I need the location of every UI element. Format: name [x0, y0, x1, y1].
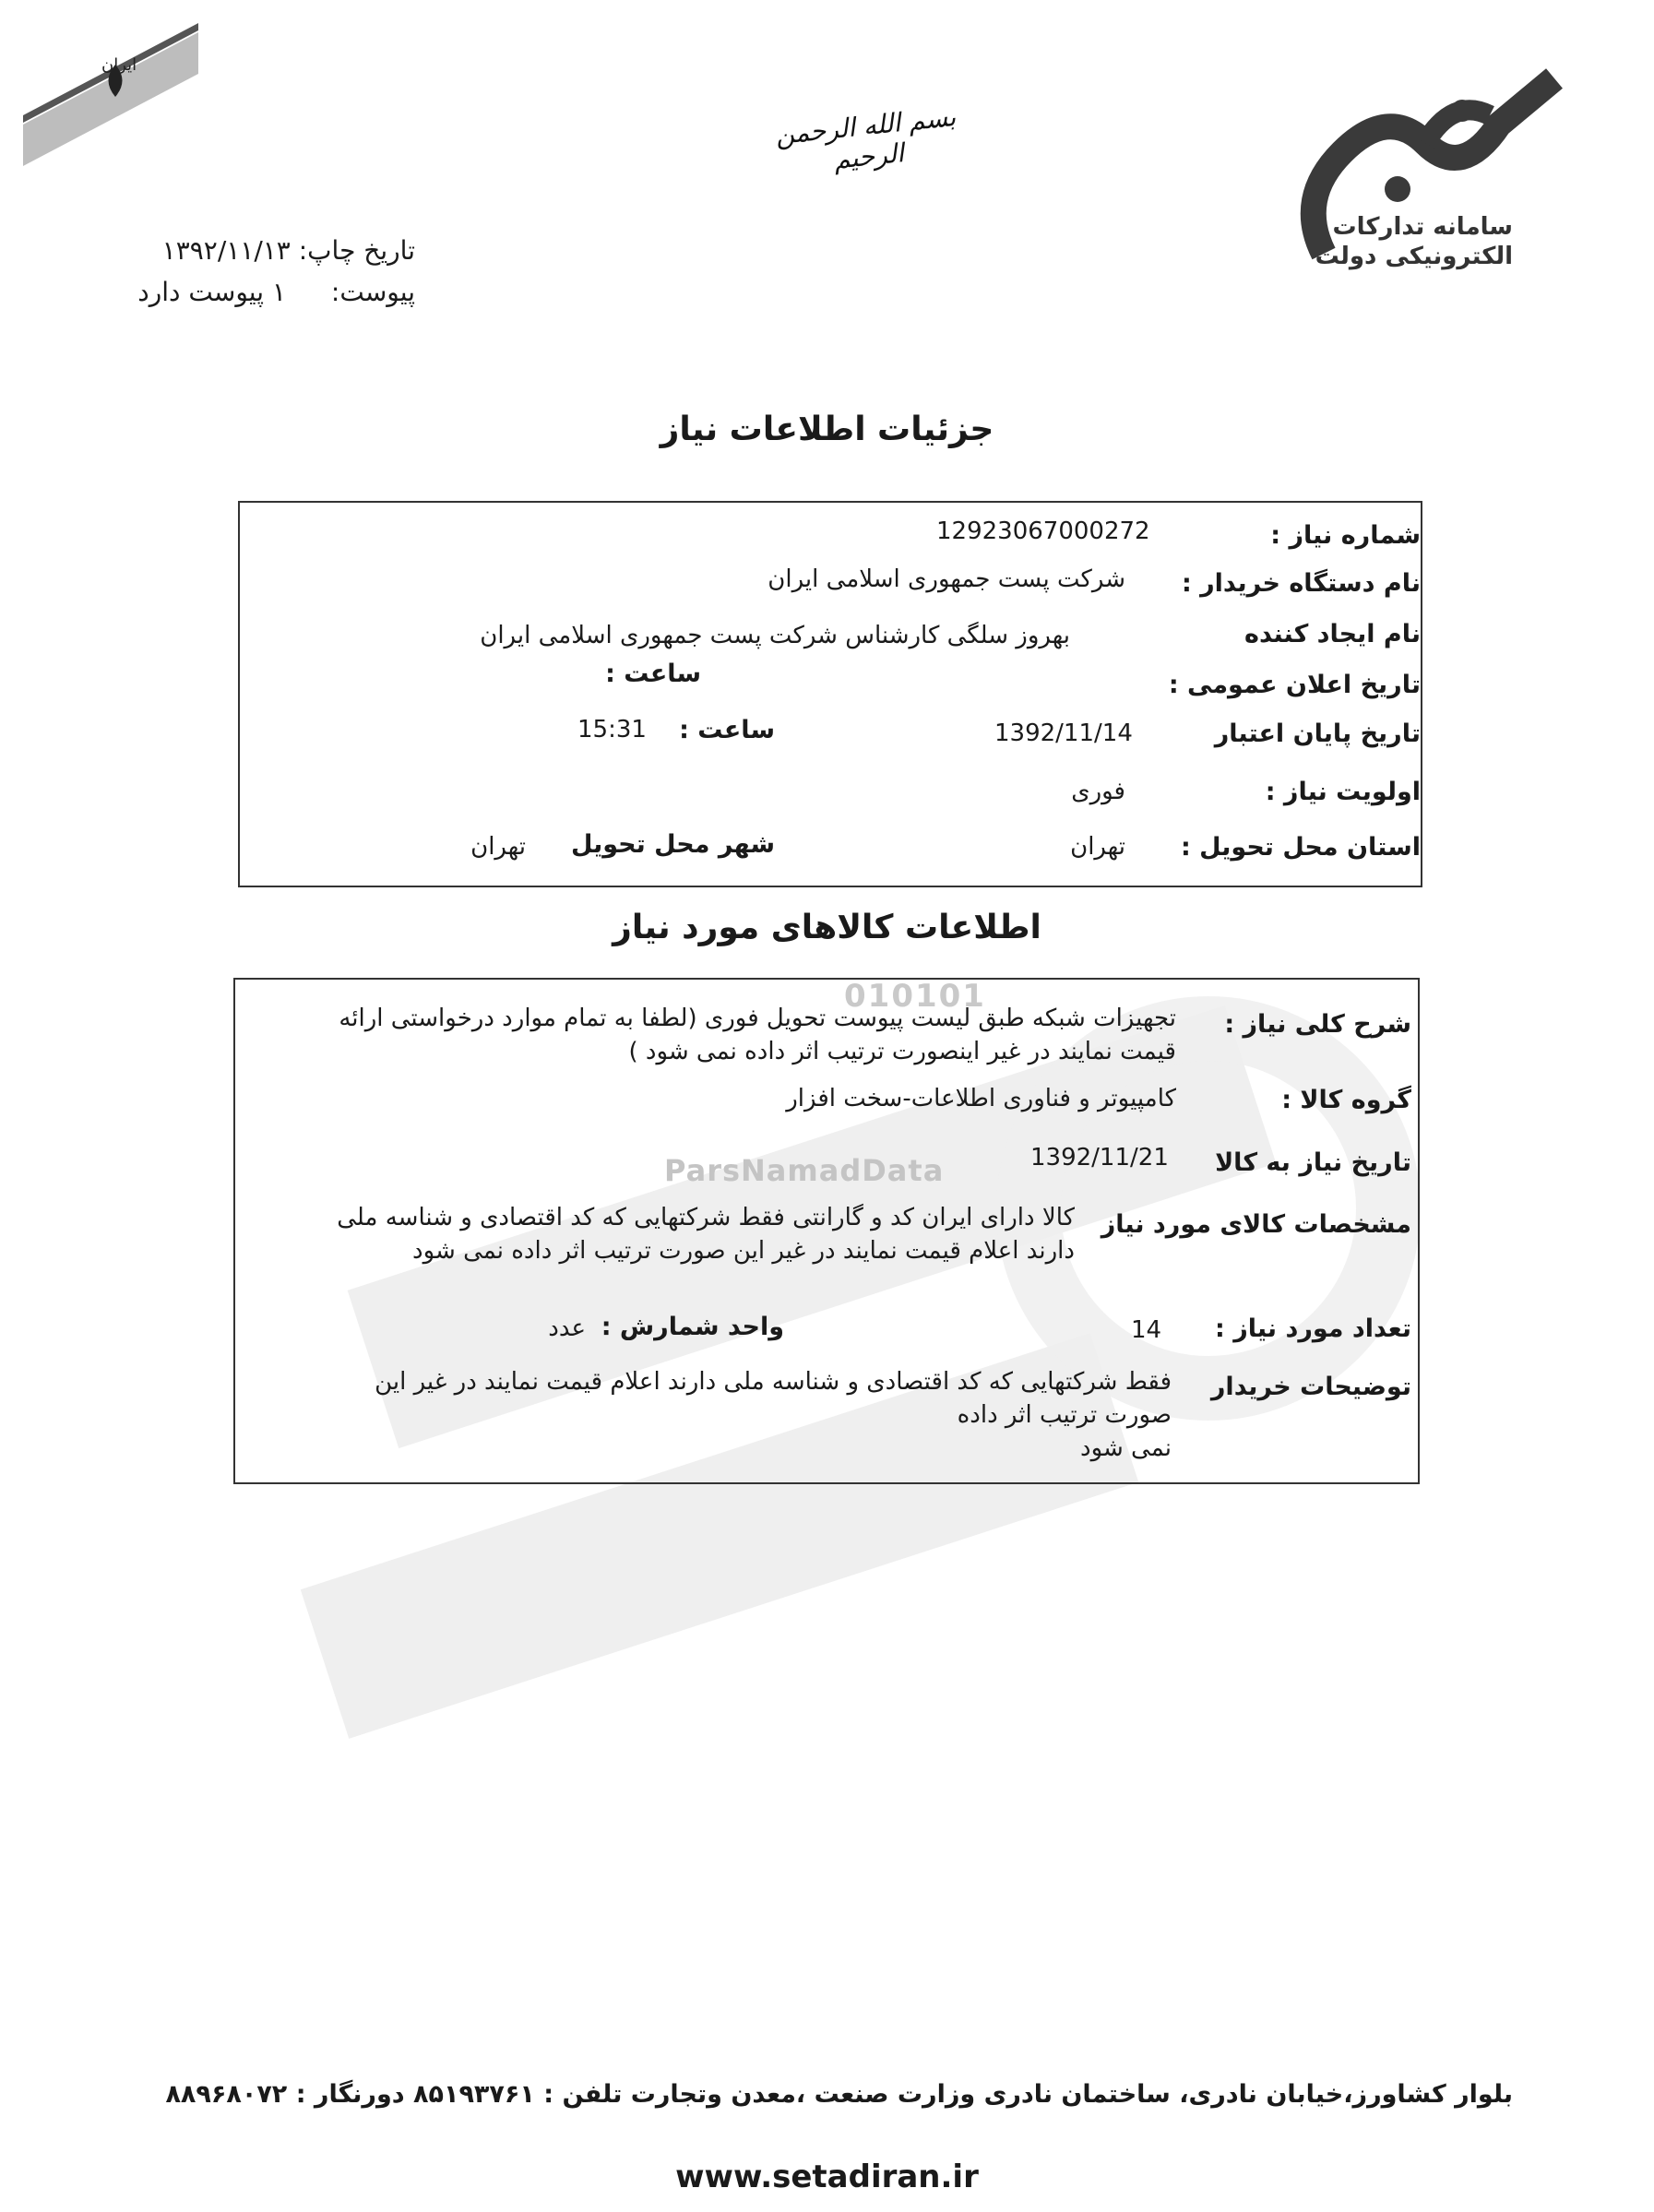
- unit-label: واحد شمارش :: [601, 1313, 784, 1341]
- need-date-label: تاریخ نیاز به کالا: [1215, 1148, 1411, 1177]
- creator-value: بهروز سلگی کارشناس شرکت پست جمهوری اسلامی ایران: [480, 622, 1070, 649]
- goods-group-label: گروه کالا :: [1281, 1086, 1411, 1114]
- buyer-notes-line: فقط شرکتهایی که کد اقتصادی و شناسه ملی دارند اعلام قیمت نمایند در غیر این: [375, 1368, 1172, 1396]
- city-label: شهر محل تحویل: [570, 830, 775, 859]
- attachment-info: [92, 277, 415, 307]
- buyer-notes-label: توضیحات خریدار: [1210, 1373, 1411, 1401]
- specs-label: مشخصات کالای مورد نیاز: [1101, 1210, 1411, 1239]
- logo-text: سامانه تدارکات الکترونیکی دولت: [1315, 213, 1513, 270]
- emblem-text: ایران: [101, 55, 137, 75]
- priority-value: فوری: [1071, 778, 1125, 805]
- creator-label: نام ایجاد کننده: [1244, 620, 1421, 648]
- announce-time-label: ساعت :: [605, 660, 701, 688]
- section-title-goods-info: اطلاعات کالاهای مورد نیاز: [613, 909, 1041, 946]
- description-line: تجهیزات شبکه طبق لیست پیوست تحویل فوری (لطفا به تمام موارد درخواستی ارائه: [339, 1005, 1176, 1032]
- need-date-value: 1392/11/21: [1030, 1144, 1169, 1171]
- buyer-label: نام دستگاه خریدار :: [1181, 569, 1421, 598]
- need-number-value: 12923067000272: [936, 517, 1150, 545]
- description-line: قیمت نمایند در غیر اینصورت ترتیب اثر داده نمی شود ): [628, 1038, 1176, 1065]
- quantity-label: تعداد مورد نیاز :: [1215, 1314, 1411, 1343]
- quantity-value: 14: [1131, 1316, 1162, 1344]
- print-date: [92, 235, 415, 266]
- expiry-time-value: 15:31: [577, 716, 647, 743]
- attachment-label: پیوست:: [330, 277, 415, 307]
- buyer-notes-line: صورت ترتیب اثر داده: [957, 1401, 1172, 1429]
- announce-date-label: تاریخ اعلان عمومی :: [1168, 671, 1421, 699]
- expiry-date-value: 1392/11/14: [994, 719, 1133, 747]
- print-date-value: ۱۳۹۲/۱۱/۱۳: [161, 235, 291, 266]
- unit-value: عدد: [548, 1314, 586, 1342]
- need-number-label: شماره نیاز :: [1270, 521, 1421, 550]
- footer-address: بلوار کشاورز،خیابان نادری، ساختمان نادری وزارت صنعت ،معدن وتجارت تلفن : ۸۵۱۹۳۷۶۱ دورنگار : ۸۸۹۶۸۰۷۲: [165, 2080, 1513, 2109]
- expiry-date-label: تاریخ پایان اعتبار: [1214, 719, 1421, 748]
- iran-emblem-icon: [23, 23, 198, 180]
- watermark-code: 010101: [844, 978, 986, 1015]
- setad-logo: [1287, 42, 1591, 346]
- bismillah: بسم الله الرحمن الرحیم: [773, 101, 958, 175]
- province-value: تهران: [1070, 833, 1125, 861]
- specs-line: دارند اعلام قیمت نمایند در غیر این صورت ترتیب اثر داده نمی شود: [412, 1237, 1075, 1265]
- buyer-notes-value: [249, 1365, 1172, 1465]
- buyer-notes-line: نمی شود: [1080, 1434, 1172, 1462]
- expiry-time-label: ساعت :: [679, 716, 775, 744]
- buyer-value: شرکت پست جمهوری اسلامی ایران: [768, 565, 1125, 593]
- description-label: شرح کلی نیاز :: [1224, 1010, 1411, 1039]
- attachment-value: ۱ پیوست دارد: [137, 277, 286, 307]
- print-date-label: تاریخ چاپ:: [298, 235, 415, 266]
- description-value: [254, 1002, 1176, 1068]
- city-value: تهران: [470, 833, 526, 861]
- goods-group-value: کامپیوتر و فناوری اطلاعات-سخت افزار: [786, 1085, 1176, 1112]
- province-label: استان محل تحویل :: [1180, 833, 1421, 862]
- priority-label: اولویت نیاز :: [1265, 778, 1421, 806]
- specs-value: [240, 1201, 1075, 1267]
- watermark-brand: ParsNamadData: [664, 1153, 945, 1188]
- section-title-need-details: جزئیات اطلاعات نیاز: [660, 410, 994, 448]
- specs-line: کالا دارای ایران کد و گارانتی فقط شرکتهایی که کد اقتصادی و شناسه ملی: [337, 1204, 1075, 1231]
- footer-website: www.setadiran.ir: [675, 2158, 979, 2195]
